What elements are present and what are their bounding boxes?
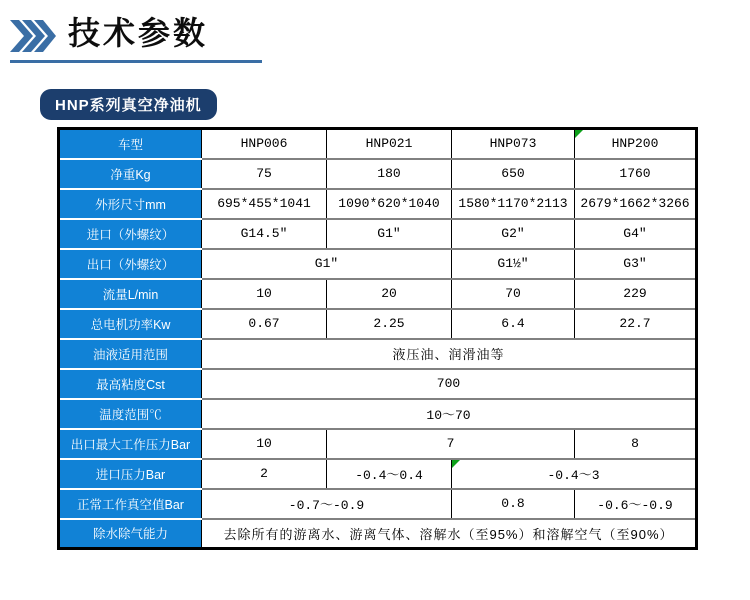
spec-cell: 10 <box>202 279 327 309</box>
triple-chevron-icon <box>10 20 56 52</box>
table-row <box>59 429 697 459</box>
spec-cell: 2.25 <box>327 309 452 339</box>
row-label: 温度范围℃ <box>59 399 202 429</box>
row-label: 车型 <box>59 129 202 159</box>
row-label: 出口最大工作压力Bar <box>59 429 202 459</box>
table-row <box>59 159 697 189</box>
comment-marker-icon <box>575 130 583 138</box>
page-title: 技术参数 <box>68 15 209 52</box>
table-row <box>59 309 697 339</box>
spec-cell: -0.6～-0.9 <box>575 489 697 519</box>
table-row <box>59 459 697 489</box>
spec-cell: G2″ <box>452 219 575 249</box>
table-row <box>59 399 697 429</box>
row-label: 除水除气能力 <box>59 519 202 549</box>
row-label: 正常工作真空值Bar <box>59 489 202 519</box>
spec-cell: 229 <box>575 279 697 309</box>
spec-cell: 10 <box>202 429 327 459</box>
spec-cell: 180 <box>327 159 452 189</box>
spec-cell: G1″ <box>327 219 452 249</box>
spec-cell: HNP006 <box>202 129 327 159</box>
spec-cell: HNP021 <box>327 129 452 159</box>
table-row <box>59 369 697 399</box>
spec-cell: 液压油、润滑油等 <box>202 339 697 369</box>
table-row <box>59 249 697 279</box>
spec-cell: -0.7～-0.9 <box>202 489 452 519</box>
spec-cell: 700 <box>202 369 697 399</box>
spec-cell: G1½″ <box>452 249 575 279</box>
spec-cell: 22.7 <box>575 309 697 339</box>
row-label: 进口（外螺纹） <box>59 219 202 249</box>
spec-cell: 去除所有的游离水、游离气体、溶解水（至95%）和溶解空气（至90%） <box>202 519 697 549</box>
spec-cell: -0.4～0.4 <box>327 459 452 489</box>
spec-cell: 1090*620*1040 <box>327 189 452 219</box>
comment-marker-icon <box>452 460 460 468</box>
row-label: 外形尺寸mm <box>59 189 202 219</box>
table-row <box>59 519 697 549</box>
row-label: 净重Kg <box>59 159 202 189</box>
spec-cell: 695*455*1041 <box>202 189 327 219</box>
row-label: 出口（外螺纹） <box>59 249 202 279</box>
spec-cell: 10～70 <box>202 399 697 429</box>
spec-cell: G4″ <box>575 219 697 249</box>
table-row <box>59 219 697 249</box>
table-row <box>59 279 697 309</box>
spec-cell: G14.5″ <box>202 219 327 249</box>
spec-cell: 20 <box>327 279 452 309</box>
spec-cell: 1580*1170*2113 <box>452 189 575 219</box>
spec-cell: 2 <box>202 459 327 489</box>
spec-cell: 6.4 <box>452 309 575 339</box>
spec-cell: HNP073 <box>452 129 575 159</box>
spec-cell: 7 <box>327 429 575 459</box>
spec-cell: 70 <box>452 279 575 309</box>
series-badge: HNP系列真空净油机 <box>40 89 217 120</box>
spec-cell: 0.67 <box>202 309 327 339</box>
row-label: 流量L/min <box>59 279 202 309</box>
table-row <box>59 339 697 369</box>
spec-cell: 2679*1662*3266 <box>575 189 697 219</box>
table-row <box>59 129 697 159</box>
spec-cell: 8 <box>575 429 697 459</box>
row-label: 总电机功率Kw <box>59 309 202 339</box>
row-label: 最高粘度Cst <box>59 369 202 399</box>
spec-cell: -0.4～3 <box>452 459 697 489</box>
spec-cell: G3″ <box>575 249 697 279</box>
spec-cell: 0.8 <box>452 489 575 519</box>
spec-cell: 75 <box>202 159 327 189</box>
spec-cell: 650 <box>452 159 575 189</box>
spec-table <box>57 127 698 550</box>
page-header <box>10 16 208 52</box>
row-label: 进口压力Bar <box>59 459 202 489</box>
spec-cell: 1760 <box>575 159 697 189</box>
table-row <box>59 489 697 519</box>
table-row <box>59 189 697 219</box>
spec-cell: HNP200 <box>575 129 697 159</box>
spec-cell: G1″ <box>202 249 452 279</box>
title-underline <box>10 60 262 63</box>
row-label: 油液适用范围 <box>59 339 202 369</box>
